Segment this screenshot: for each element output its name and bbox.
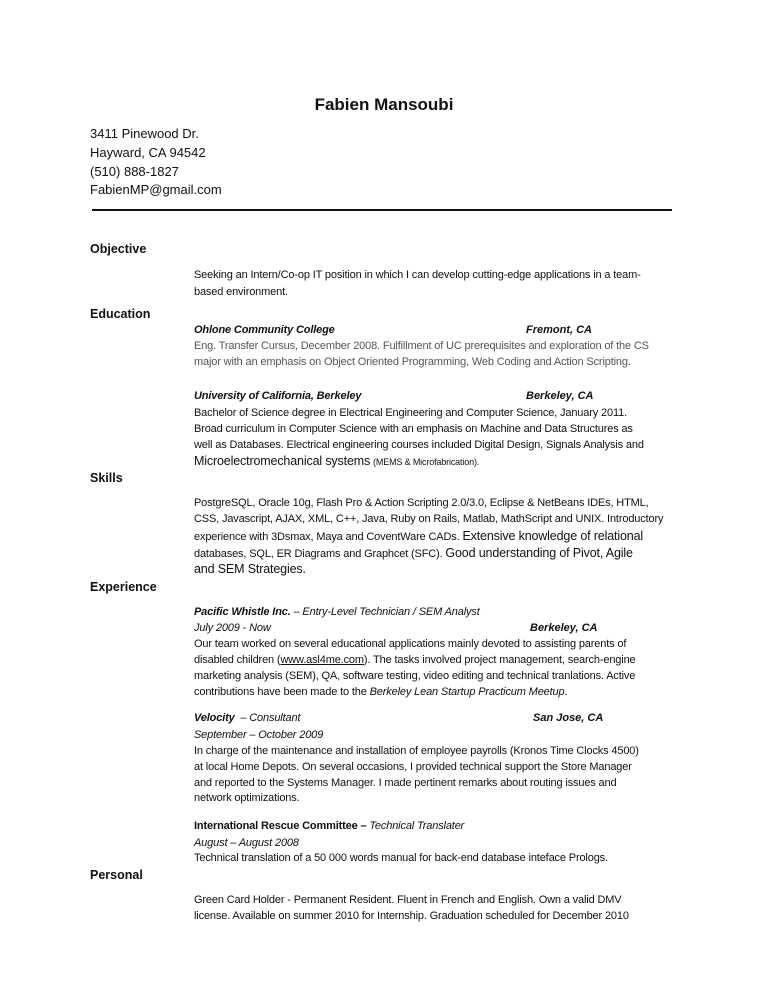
education-line: Broad curriculum in Computer Science with an emphasis on Machine and Data Structures as — [194, 423, 633, 435]
website-link[interactable]: www.asl4me.com — [280, 654, 364, 666]
skills-line: CSS, Javascript, AJAX, XML, C++, Java, Ruby on Rails, Matlab, MathScript and UNIX. Introductory — [194, 513, 664, 525]
phone: (510) 888-1827 — [90, 164, 179, 179]
job-location: San Jose, CA — [533, 712, 604, 724]
company-name: Pacific Whistle Inc. — [194, 606, 291, 618]
education-note: (MEMS & Microfabrication). — [373, 457, 480, 467]
job-line: Technical translation of a 50 000 words manual for back-end database inteface Prologs. — [194, 852, 608, 864]
skills-text: Extensive knowledge of relational — [462, 529, 644, 543]
company-name: International Rescue Committee – — [194, 820, 367, 832]
job-line — [194, 652, 636, 668]
candidate-name: Fabien Mansoubi — [314, 95, 454, 114]
objective-heading: Objective — [90, 242, 147, 256]
school-name: University of California, Berkeley — [194, 390, 362, 402]
personal-line: license. Available on summer 2010 for Internship. Graduation scheduled for December 2010 — [194, 910, 629, 922]
skills-line — [194, 528, 643, 545]
job-role: Technical Translater — [366, 820, 465, 832]
school-location: Fremont, CA — [526, 324, 592, 336]
job-line: network optimizations. — [194, 792, 300, 804]
job-line: In charge of the maintenance and installation of employee payrolls (Kronos Time Clocks 4500) — [194, 745, 639, 757]
education-line: major with an emphasis on Object Oriented Programming, Web Coding and Action Scripting. — [194, 356, 631, 368]
job-line: at local Home Depots. On several occasions, I provided technical support the Store Manager — [194, 761, 632, 773]
job-line: and reported to the Systems Manager. I made pertinent remarks about routing issues and — [194, 777, 617, 789]
job-line — [194, 684, 567, 700]
address-city: Hayward, CA 94542 — [90, 145, 206, 160]
meetup-name: Berkeley Lean Startup Practicum Meetup — [369, 686, 565, 698]
company-name: Velocity — [194, 712, 235, 724]
job-text: . — [564, 686, 568, 698]
skills-line — [194, 545, 633, 562]
job-text: ). The tasks involved project management, search-engine — [363, 654, 636, 666]
skills-text: experience with 3Dsmax, Maya and CoventWare CADs. — [194, 531, 460, 543]
job-line: Our team worked on several educational applications mainly devoted to assisting parents of — [194, 638, 627, 650]
education-line: Bachelor of Science degree in Electrical Engineering and Computer Science, January 2011. — [194, 407, 627, 419]
job-dates: August – August 2008 — [194, 837, 299, 849]
job-role: – Consultant — [234, 712, 301, 724]
job-location: Berkeley, CA — [530, 622, 598, 634]
divider — [92, 209, 672, 211]
objective-line: Seeking an Intern/Co-op IT position in which I can develop cutting-edge applications in a team- — [194, 269, 641, 281]
skills-text: databases, SQL, ER Diagrams and Graphcet (SFC). — [194, 548, 443, 560]
skills-heading: Skills — [90, 471, 123, 485]
experience-heading: Experience — [90, 580, 157, 594]
job-title-line — [194, 710, 300, 726]
skills-line: and SEM Strategies. — [194, 562, 306, 576]
personal-heading: Personal — [90, 868, 143, 882]
skills-line: PostgreSQL, Oracle 10g, Flash Pro & Action Scripting 2.0/3.0, Eclipse & NetBeans IDEs, HTML, — [194, 497, 649, 509]
education-heading: Education — [90, 307, 151, 321]
job-dates: September – October 2009 — [194, 729, 324, 741]
job-text: disabled children ( — [194, 654, 281, 666]
personal-line: Green Card Holder - Permanent Resident. Fluent in French and English. Own a valid DMV — [194, 894, 622, 906]
school-name: Ohlone Community College — [194, 324, 335, 336]
education-text: Microelectromechanical systems — [194, 454, 371, 468]
skills-text: Good understanding of Pivot, Agile — [445, 546, 633, 560]
job-title-line — [194, 818, 464, 834]
education-line — [194, 453, 479, 470]
objective-line: based environment. — [194, 286, 288, 298]
email[interactable]: FabienMP@gmail.com — [90, 182, 222, 197]
job-role: – Entry-Level Technician / SEM Analyst — [290, 606, 480, 618]
job-dates: July 2009 - Now — [194, 622, 271, 634]
job-text: contributions have been made to the — [194, 686, 370, 698]
education-line: well as Databases. Electrical engineering courses included Digital Design, Signals Analysis and — [194, 439, 644, 451]
job-line: marketing analysis (SEM), QA, software testing, video editing and technical tranlations. Active — [194, 670, 636, 682]
job-title-line — [194, 604, 480, 620]
education-line: Eng. Transfer Cursus, December 2008. Fulfillment of UC prerequisites and exploration of the CS — [194, 340, 649, 352]
address-street: 3411 Pinewood Dr. — [90, 126, 199, 141]
school-location: Berkeley, CA — [526, 390, 594, 402]
